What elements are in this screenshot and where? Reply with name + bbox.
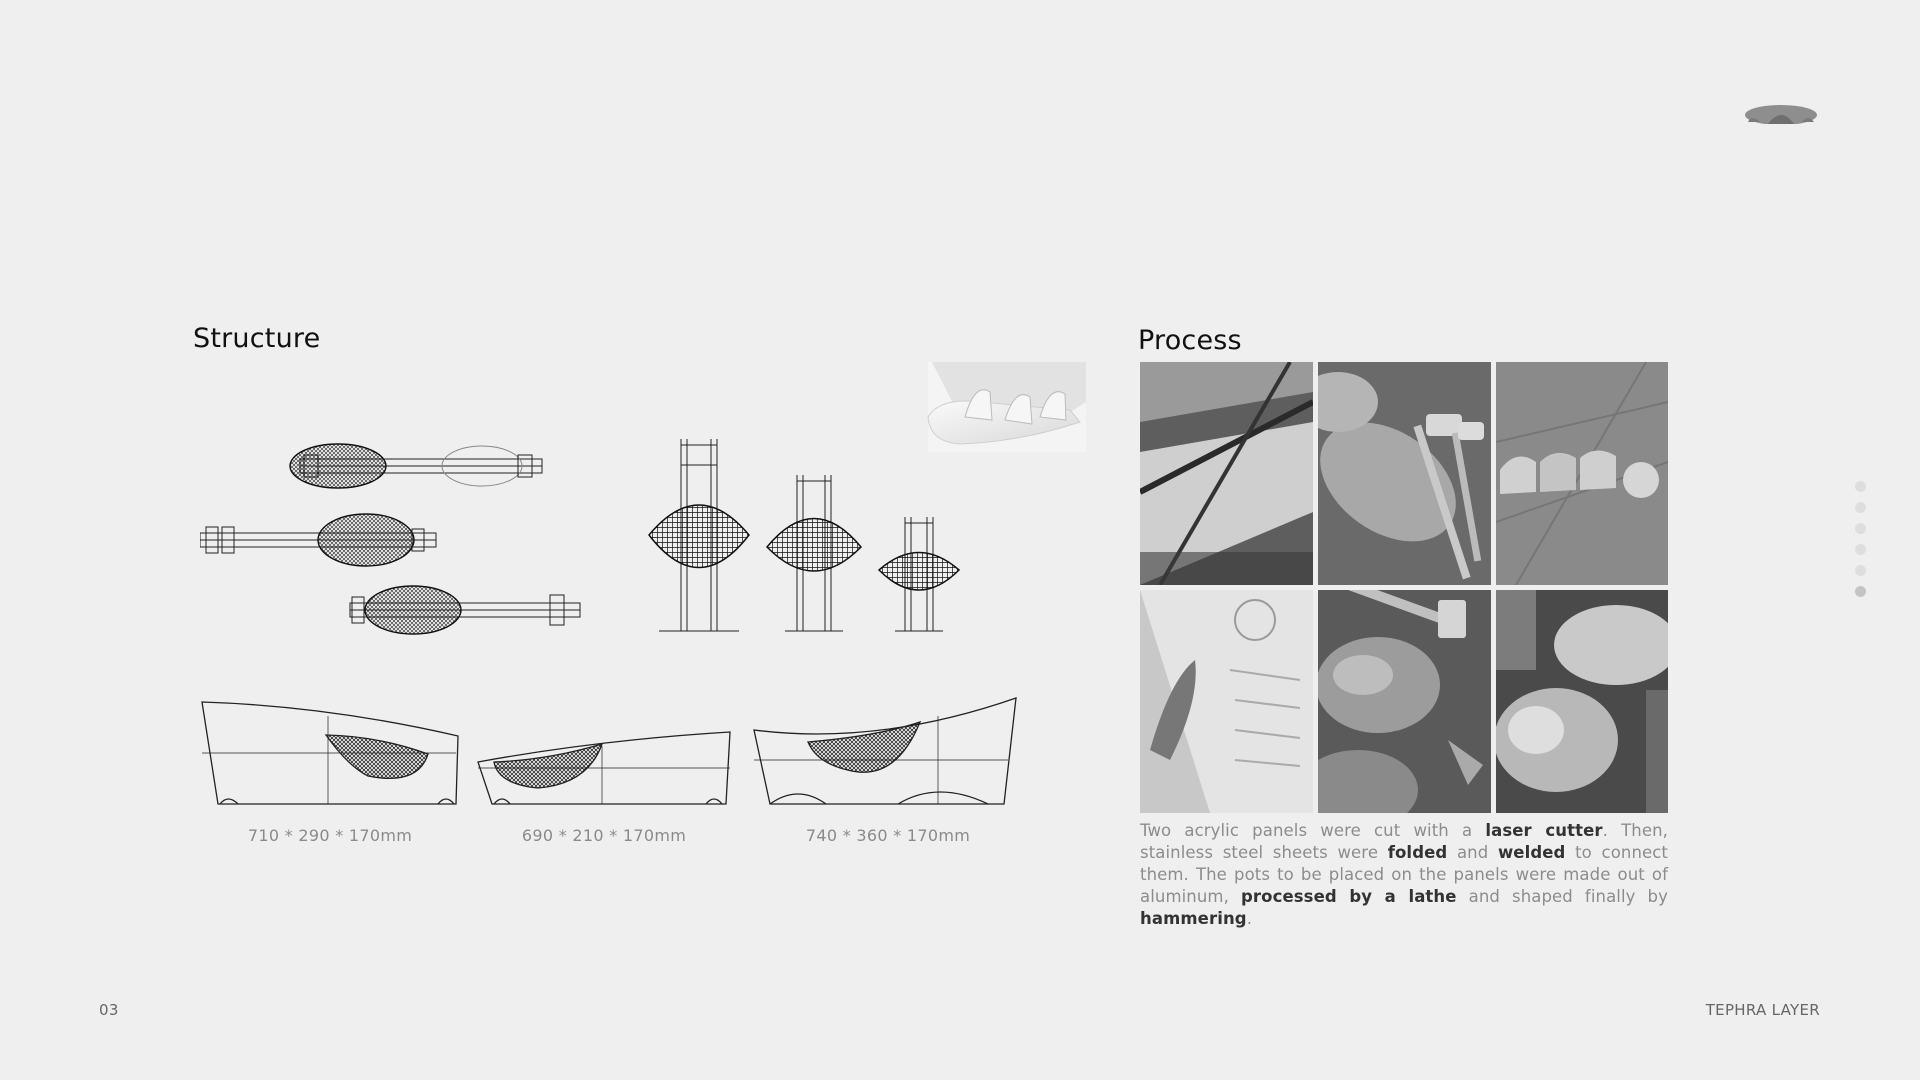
front-view-drawings [645, 435, 990, 635]
page-dot-1[interactable] [1855, 481, 1866, 492]
page-dot-5[interactable] [1855, 565, 1866, 576]
process-description: Two acrylic panels were cut with a laser cutter. Then, stainless steel sheets were folded and welded to connect them. The pots to be placed on the panels were made out of aluminum, processed by a lathe and shaped finally by hammering. [1140, 821, 1668, 928]
side-view-drawings [198, 676, 1023, 811]
page-dot-2[interactable] [1855, 502, 1866, 513]
dimension-label-2: 690 * 210 * 170mm [521, 826, 687, 845]
structure-title: Structure [193, 323, 321, 354]
process-title: Process [1138, 325, 1242, 356]
page-dot-6[interactable] [1855, 586, 1866, 597]
photo-acrylic-panel [1140, 590, 1313, 813]
photo-hammering-tools [1318, 362, 1491, 585]
project-name: TEPHRA LAYER [1705, 1001, 1820, 1019]
page-dot-3[interactable] [1855, 523, 1866, 534]
dimension-label-3: 740 * 360 * 170mm [805, 826, 971, 845]
photo-aluminum-pot [1318, 590, 1491, 813]
logo [1742, 100, 1820, 130]
dimension-label-1: 710 * 290 * 170mm [247, 826, 413, 845]
top-view-drawings [200, 435, 585, 635]
photo-steel-sheets [1496, 362, 1668, 585]
photo-laser-cutter [1140, 362, 1313, 585]
page-number: 03 [99, 1001, 119, 1019]
photo-shaped-bowls [1496, 590, 1668, 813]
page-dot-4[interactable] [1855, 544, 1866, 555]
